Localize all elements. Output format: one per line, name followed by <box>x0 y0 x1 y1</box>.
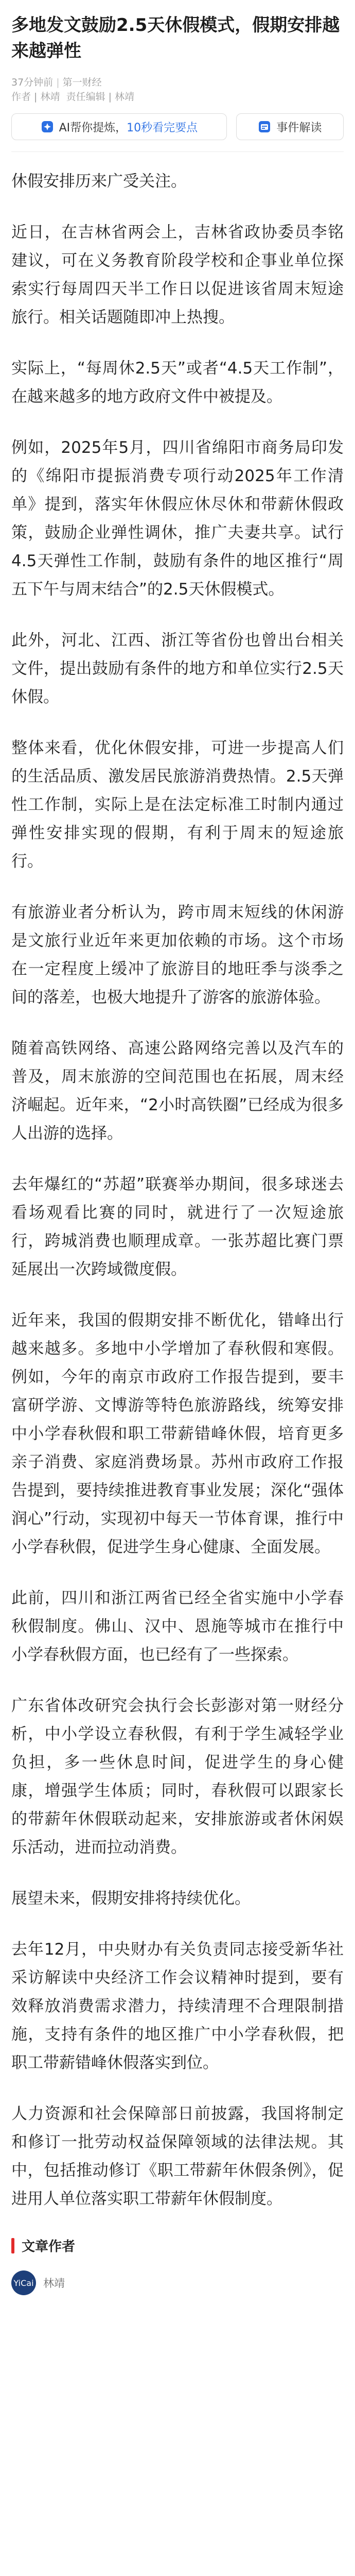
article-paragraph: 去年12月，中央财办有关负责同志接受新华社采访解读中央经济工作会议精神时提到，要有效释放消费需求潜力，持续清理不合理限制措施，支持有条件的地区推广中小学春秋假，把职工带薪错峰休假落实到位。 <box>11 1940 344 2072</box>
avatar[interactable] <box>11 2270 36 2295</box>
avatar-logo-text: YiCai <box>13 2278 34 2288</box>
publish-time: 37分钟前 <box>11 77 54 88</box>
article-paragraph: 整体来看，优化休假安排，可进一步提高人们的生活品质、激发居民旅游消费热情。2.5天弹性工作制，实际上是在法定标准工时制内通过弹性安排实现的假期，有利于周末的短途旅行。 <box>11 739 344 871</box>
ai-summary-prefix: AI帮你提炼， <box>59 121 127 134</box>
article-paragraph: 随着高铁网络、高速公路网络完善以及汽车的普及，周末旅游的空间范围也在拓展，周末经济崛起。近年来，“2小时高铁圈”已经成为很多人出游的选择。 <box>11 1039 344 1143</box>
ai-sparkle-icon <box>41 120 54 133</box>
article-paragraph: 去年爆红的“苏超”联赛举办期间，很多球迷去看场观看比赛的同时，就进行了一次短途旅行，跨城消费也顺理成章。一张苏超比赛门票延展出一次跨域微度假。 <box>11 1175 344 1279</box>
article-paragraph: 例如，2025年5月，四川省绵阳市商务局印发的《绵阳市提振消费专项行动2025年工作清单》提到，落实年休假应休尽休和带薪休假政策，鼓励企业弹性调休，推广夫妻共享。试行4.5天弹性工作制，鼓励有条件的地区推行“周五下午与周末结合”的2.5天休假模式。 <box>11 438 344 599</box>
author-section-label: 文章作者 <box>22 2239 76 2255</box>
author-credit: 作者 | 林靖 <box>11 91 60 103</box>
article-paragraph: 广东省体改研究会执行会长彭澎对第一财经分析，中小学设立春秋假，有利于学生减轻学业负担，多一些休息时间，促进学生的身心健康，增强学生体质；同时，春秋假可以跟家长的带薪年休假联动起来，安排旅游或者休闲娱乐活动，进而拉动消费。 <box>11 1697 344 1857</box>
article-body <box>0 152 355 2213</box>
article-meta <box>11 75 344 104</box>
article-paragraph: 休假安排历来广受关注。 <box>11 172 187 191</box>
author-name[interactable]: 林靖 <box>43 2277 65 2290</box>
ai-summary-highlight: 10秒看完要点 <box>127 121 198 134</box>
article-paragraph: 此前，四川和浙江两省已经全省实施中小学春秋假制度。佛山、汉中、恩施等城市在推行中小学春秋假方面，也已经有了一些探索。 <box>11 1589 344 1664</box>
meta-divider: | <box>56 77 60 88</box>
meta-authors <box>11 90 344 104</box>
article-paragraph: 近日，在吉林省两会上，吉林省政协委员李铭建议，可在义务教育阶段学校和企事业单位探索实行每周四天半工作日以促进该省周末短途旅行。相关话题随即冲上热搜。 <box>11 223 344 327</box>
editor-credit: 责任编辑 | 林靖 <box>66 91 135 103</box>
meta-time-source <box>11 75 344 90</box>
article-paragraph: 人力资源和社会保障部日前披露，我国将制定和修订一批劳动权益保障领域的法律法规。其中，包括推动修订《职工带薪年休假条例》，促进用人单位落实职工带薪年休假制度。 <box>11 2105 344 2208</box>
ai-summary-button[interactable] <box>11 113 227 140</box>
article-title: 多地发文鼓励2.5天休假模式，假期安排越来越弹性 <box>11 15 340 61</box>
section-accent-bar <box>11 2238 14 2253</box>
author-card[interactable] <box>11 2270 344 2295</box>
author-section-header <box>11 2236 344 2255</box>
article-header <box>0 0 355 152</box>
article-paragraph: 近年来，我国的假期安排不断优化，错峰出行越来越多。多地中小学增加了春秋假和寒假。例如，今年的南京市政府工作报告提到，要丰富研学游、文博游等特色旅游路线，统筹安排中小学春秋假和职工带薪错峰休假，培育更多亲子消费、家庭消费场景。苏州市政府工作报告提到，要持续推进教育事业发展；深化“强体润心”行动，实现初中每天一节体育课，推行中小学春秋假，促进学生身心健康、全面发展。 <box>11 1311 344 1556</box>
events-explain-button[interactable] <box>236 113 344 140</box>
ai-action-bar <box>11 113 344 140</box>
source-name[interactable]: 第一财经 <box>62 77 102 88</box>
events-explain-label: 事件解读 <box>276 121 322 134</box>
calendar-event-icon <box>258 120 271 133</box>
article-paragraph: 此外，河北、江西、浙江等省份也曾出台相关文件，提出鼓励有条件的地方和单位实行2.5天休假。 <box>11 631 344 706</box>
author-section <box>0 2236 355 2295</box>
article-paragraph: 实际上，“每周休2.5天”或者“4.5天工作制”，在越来越多的地方政府文件中被提及。 <box>11 359 344 406</box>
article-paragraph: 展望未来，假期安排将持续优化。 <box>11 1889 251 1908</box>
article-paragraph: 有旅游业者分析认为，跨市周末短线的休闲游是文旅行业近年来更加依赖的市场。这个市场在一定程度上缓冲了旅游目的地旺季与淡季之间的落差，也极大地提升了游客的旅游体验。 <box>11 903 344 1007</box>
